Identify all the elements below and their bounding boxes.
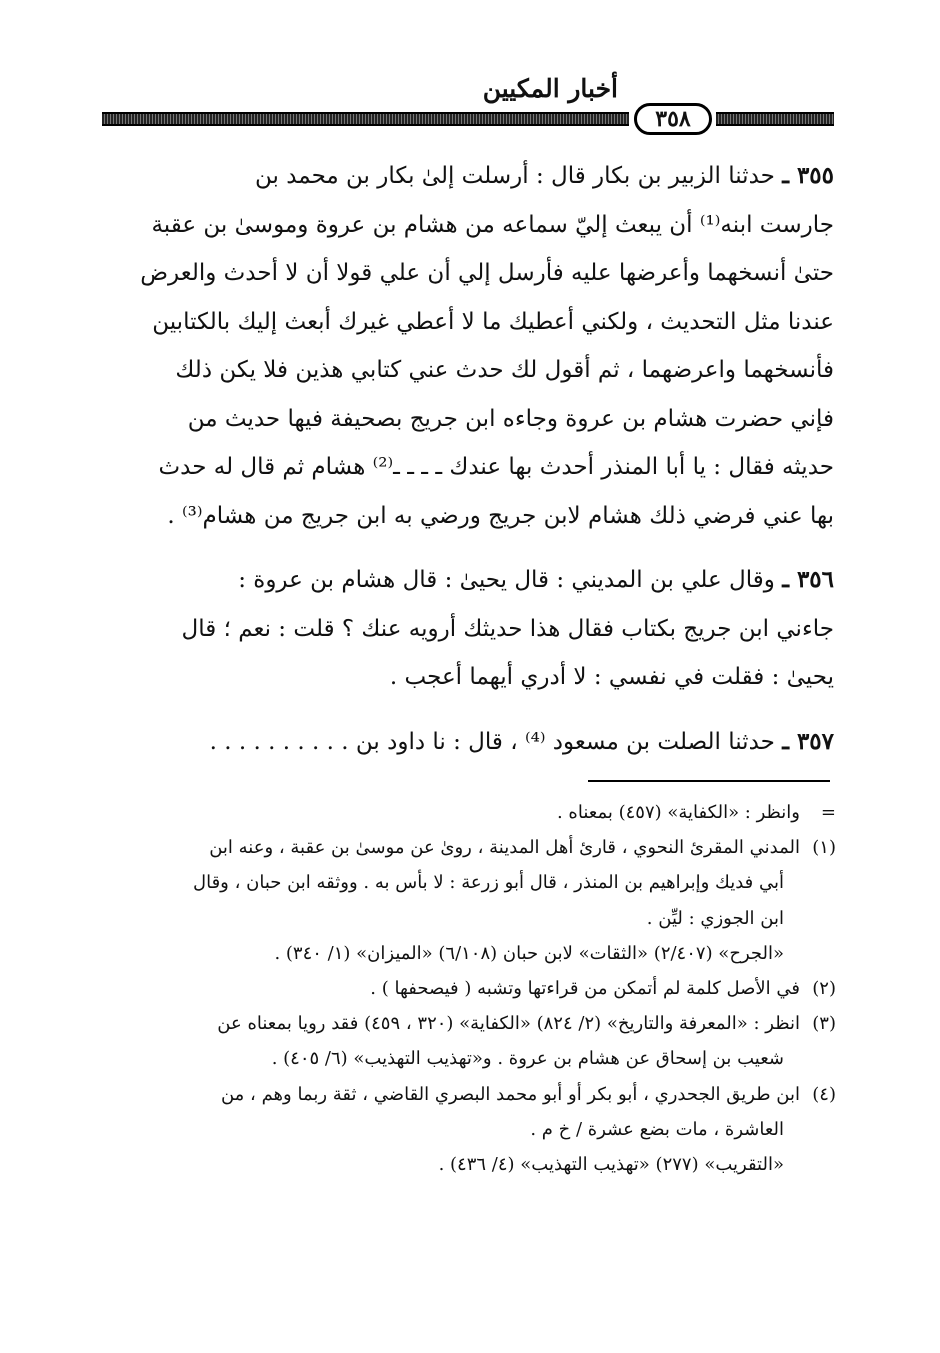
footnote-mark: =	[820, 802, 836, 823]
hadith-357	[106, 718, 834, 767]
text-line: فأنسخهما واعرضهما ، ثم أقول لك حدث عني كتابي هذين فلا يكن ذلك	[175, 357, 834, 383]
footnote-line: (٣)انظر : «المعرفة والتاريخ» (٢/ ٨٢٤) «الكفاية» (٣٢٠ ، ٤٥٩) فقد رويا بمعناه عن	[110, 1006, 836, 1041]
hadith-number: ٣٥٧ ـ	[782, 727, 834, 755]
footnotes	[110, 795, 836, 1182]
footnote-line: العاشرة ، مات بضع عشرة / خ م .	[530, 1118, 784, 1140]
footnote-line: أبي فديك وإبراهيم بن المنذر ، قال أبو زرعة : لا بأس به . ووثقه ابن حبان ، وقال	[193, 872, 784, 894]
main-text	[106, 152, 834, 766]
footnote-mark: (٤)	[812, 1083, 836, 1105]
footnote-mark: (٣)	[812, 1013, 836, 1035]
text-line: ٣٥٥ ـ حدثنا الزبير بن بكار قال : أرسلت إلىٰ بكار بن محمد بن	[254, 162, 834, 189]
running-title: أخبار المكيين	[482, 74, 618, 103]
footnote-line: شعيب بن إسحاق عن هشام بن عروة . و«تهذيب التهذيب» (٦/ ٤٠٥) .	[271, 1048, 784, 1070]
footnote-line: «الجرح» (٢/٤٠٧) «الثقات» لابن حبان (٦/١٠٨) «الميزان» (١/ ٣٤٠) .	[274, 942, 784, 964]
footnote-line: =وانظر : «الكفاية» (٤٥٧) بمعناه .	[110, 795, 836, 830]
hadith-355	[106, 152, 834, 540]
page-number-badge: ٣٥٨	[634, 103, 712, 135]
text-line: فإني حضرت هشام بن عروة وجاءه ابن جريج بصحيفة فيها حديث من	[187, 405, 834, 432]
footnote-mark: (١)	[812, 837, 836, 859]
footnote-line: ابن الجوزي : ليِّن .	[646, 907, 784, 929]
text-line: جارست ابنه⁽¹⁾ أن يبعث إليّ سماعه من هشام بن عروة وموسىٰ بن عقبة	[151, 211, 834, 238]
footnote-line: (١)المدني المقرئ النحوي ، قارئ أهل المدينة ، روىٰ عن موسىٰ بن عقبة ، وعنه ابن	[110, 830, 836, 865]
footnote-mark: (٢)	[812, 977, 836, 999]
footnote-line: (٤)ابن طريق الجحدري ، أبو بكر أو أبو محمد البصري القاضي ، ثقة ربما وهم ، من	[110, 1077, 836, 1112]
hadith-number: ٣٥٥ ـ	[782, 162, 834, 189]
text-line: عندنا مثل التحديث ، ولكني أعطيك ما لا أعطي غيرك أبعث إليك بالكتابين	[152, 308, 834, 335]
header-rule-left	[102, 112, 629, 126]
text-line: يحيىٰ : فقلت في نفسي : لا أدري أيهما أعجب .	[389, 664, 834, 690]
footnote-separator	[588, 780, 830, 782]
text-line: حديثه فقال : يا أبا المنذر أحدث بها عندك ـ ـ ـ ـ⁽²⁾ هشام ثم قال له حدث	[158, 454, 834, 480]
footnote-line: «التقريب» (٢٧٧) «تهذيب التهذيب» (٤/ ٤٣٦) .	[438, 1153, 784, 1175]
header-rule-right	[716, 112, 834, 126]
hadith-356	[106, 556, 834, 702]
hadith-number: ٣٥٦ ـ	[782, 566, 834, 593]
text-line: ٣٥٦ ـ وقال علي بن المديني : قال يحيىٰ : قال هشام بن عروة :	[238, 566, 834, 593]
text-line: حتىٰ أنسخهما وأعرضها عليه فأرسل إلي أن علي قولا أن لا أحدث والعرض	[140, 260, 834, 286]
text-line: بها عني فرضي ذلك هشام لابن جريج ورضي به ابن جريج من هشام⁽³⁾ .	[167, 502, 834, 529]
text-line: ٣٥٧ ـ حدثنا الصلت بن مسعود ⁽⁴⁾ ، قال : نا داود بن . . . . . . . . . .	[209, 727, 834, 755]
footnote-line: (٢)في الأصل كلمة لم أتمكن من قراءتها وتشبه ( فيصحفها ) .	[110, 971, 836, 1006]
text-line: جاءني ابن جريج بكتاب فقال هذا حديثك أرويه عنك ؟ قلت : نعم ؛ قال	[181, 615, 834, 642]
